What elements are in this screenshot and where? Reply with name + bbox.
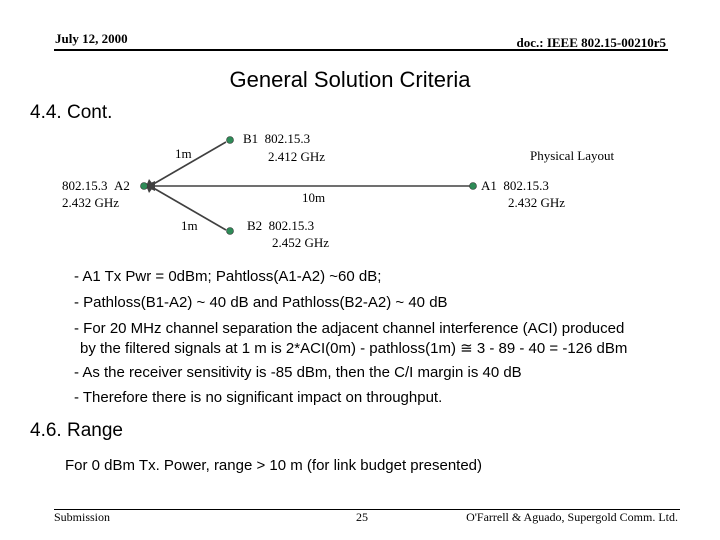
node-b1-label <box>243 131 310 147</box>
node-b2-std: 802.15.3 <box>268 218 315 233</box>
dist-label-b2: 1m <box>181 218 198 233</box>
node-a1-dot <box>470 183 477 190</box>
dist-label-a1: 10m <box>302 190 326 205</box>
node-a2-id: A2 <box>114 178 130 193</box>
node-b2-freq: 2.452 GHz <box>272 235 330 250</box>
node-b1-id: B1 <box>243 131 259 146</box>
bullet-3-line-2: by the filtered signals at 1 m is 2*ACI(0m) - pathloss(1m) ≅ 3 - 89 - 40 = -126 dBm <box>80 340 628 357</box>
range-statement: For 0 dBm Tx. Power, range > 10 m (for link budget presented) <box>65 457 483 474</box>
header-date: July 12, 2000 <box>55 31 128 46</box>
node-a1-label <box>481 178 549 194</box>
bullet-1: - A1 Tx Pwr = 0dBm; Pahtloss(A1-A2) ~60 dB; <box>74 268 382 285</box>
node-b2-dot <box>227 228 234 235</box>
node-a1-id: A1 <box>481 178 497 193</box>
node-a2-std: 802.15.3 <box>62 178 108 193</box>
bullet-5: - Therefore there is no significant impact on throughput. <box>74 389 443 406</box>
header-doc-id: doc.: IEEE 802.15-00210r5 <box>516 35 666 50</box>
node-b2-label <box>247 218 314 234</box>
node-a2-freq: 2.432 GHz <box>62 195 120 210</box>
bullet-3-line-1: - For 20 MHz channel separation the adjacent channel interference (ACI) produced <box>74 320 625 337</box>
node-a2-dot <box>141 183 148 190</box>
diagram-caption: Physical Layout <box>530 148 615 163</box>
node-b2-id: B2 <box>247 218 263 233</box>
bullet-4: - As the receiver sensitivity is -85 dBm, then the C/I margin is 40 dB <box>74 364 522 381</box>
node-b1-std: 802.15.3 <box>264 131 311 146</box>
footer-page-number: 25 <box>356 510 368 524</box>
section-heading-cont: 4.4. Cont. <box>30 102 113 123</box>
node-a1-freq: 2.432 GHz <box>508 195 566 210</box>
node-a1-std: 802.15.3 <box>503 178 549 193</box>
slide-title: General Solution Criteria <box>229 67 471 92</box>
section-heading-range: 4.6. Range <box>30 420 123 441</box>
footer-submission: Submission <box>54 510 111 524</box>
footer-authors: O'Farrell & Aguado, Supergold Comm. Ltd. <box>466 510 678 524</box>
node-a2-label <box>62 178 130 194</box>
bullet-2: - Pathloss(B1-A2) ~ 40 dB and Pathloss(B2-A2) ~ 40 dB <box>74 294 448 311</box>
node-b1-dot <box>227 137 234 144</box>
dist-label-b1: 1m <box>175 146 192 161</box>
node-b1-freq: 2.412 GHz <box>268 149 326 164</box>
